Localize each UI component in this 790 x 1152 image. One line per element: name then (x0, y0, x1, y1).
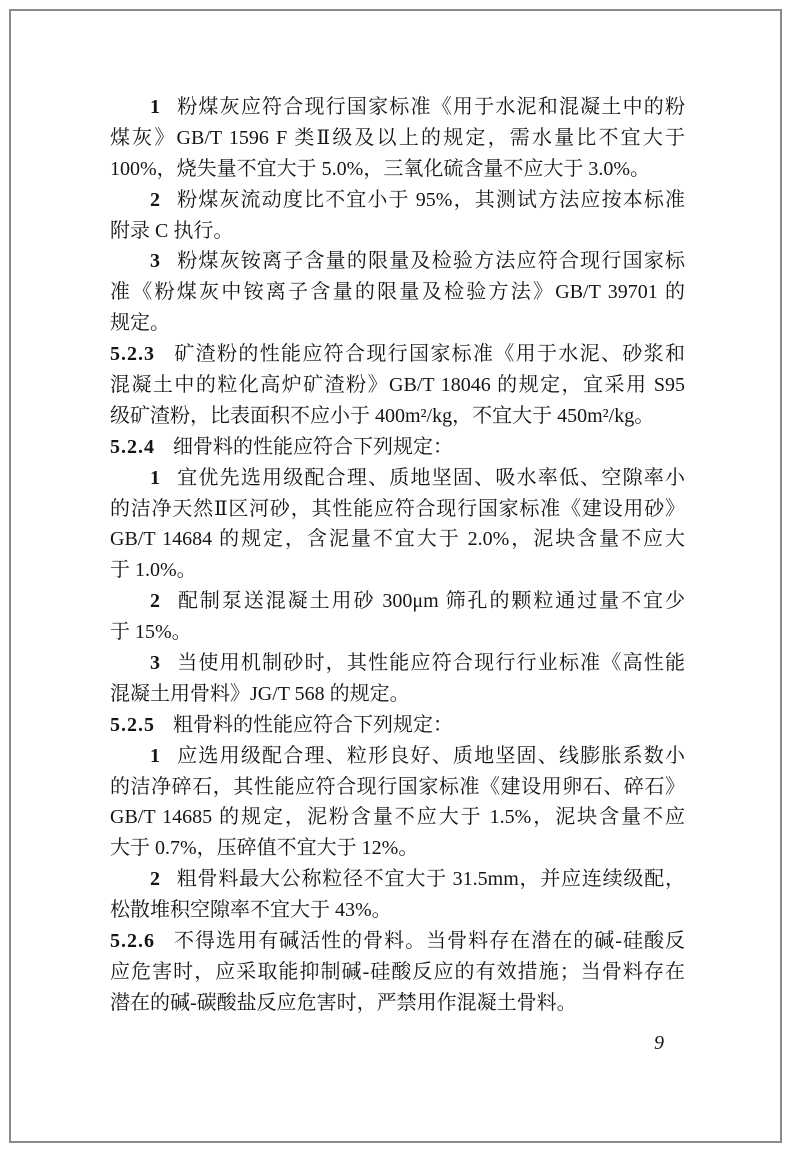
line-text: 配制泵送混凝土用砂 300μm 筛孔的颗粒通过量不宜少 (176, 590, 685, 613)
item-number: 2 (150, 188, 160, 211)
item-number: 3 (150, 652, 160, 675)
line-text: 宜优先选用级配合理、质地坚固、吸水率低、空隙率小 (176, 466, 685, 489)
text-line (110, 494, 685, 525)
page-number: 9 (654, 1032, 664, 1054)
item-number: 1 (150, 744, 160, 767)
text-line (110, 617, 685, 648)
line-text: 附录 C 执行。 (110, 219, 234, 242)
list-item (110, 864, 685, 926)
line-text: 当使用机制砂时，其性能应符合现行行业标准《高性能 (176, 652, 685, 675)
line-text: 潜在的碱-碳酸盐反应危害时，严禁用作混凝土骨料。 (110, 991, 577, 1014)
line-text: 粉煤灰流动度比不宜小于 95%，其测试方法应按本标准 (176, 188, 685, 211)
text-line (110, 895, 685, 926)
item-number: 2 (150, 590, 160, 613)
list-item (110, 246, 685, 339)
text-line (110, 802, 685, 833)
item-number: 1 (150, 96, 160, 118)
line-text: 粉煤灰应符合现行国家标准《用于水泥和混凝土中的粉 (176, 96, 685, 118)
text-line (110, 339, 685, 370)
line-text: 大于 0.7%，压碎值不宜大于 12%。 (110, 837, 419, 860)
text-line (110, 524, 685, 555)
clause-number: 5.2.4 (110, 435, 155, 458)
line-text: 细骨料的性能应符合下列规定： (173, 435, 453, 458)
item-number: 3 (150, 250, 160, 273)
line-text: 粗骨料最大公称粒径不宜大于 31.5mm，并应连续级配， (176, 868, 685, 891)
line-text: 100%，烧失量不宜大于 5.0%，三氧化硫含量不应大于 3.0%。 (110, 157, 650, 180)
text-line (110, 92, 685, 123)
line-text: 应选用级配合理、粒形良好、质地坚固、线膨胀系数小 (176, 744, 685, 767)
list-item (110, 648, 685, 710)
text-line (110, 957, 685, 988)
list-item (110, 586, 685, 648)
line-text: 级矿渣粉，比表面积不应小于 400m²/kg，不宜大于 450m²/kg。 (110, 404, 655, 427)
clause-number: 5.2.5 (110, 713, 155, 736)
text-line (110, 679, 685, 710)
line-text: 准《粉煤灰中铵离子含量的限量及检验方法》GB/T 39701 的 (110, 281, 685, 304)
list-item (110, 185, 685, 247)
text-line (110, 988, 685, 1019)
text-line (110, 370, 685, 401)
text-line (110, 586, 685, 617)
text-line (110, 864, 685, 895)
line-text: 粉煤灰铵离子含量的限量及检验方法应符合现行国家标 (176, 250, 685, 273)
text-line (110, 741, 685, 772)
line-text: 不得选用有碱活性的骨料。当骨料存在潜在的碱-硅酸反 (173, 930, 685, 953)
text-line (110, 246, 685, 277)
text-line (110, 772, 685, 803)
line-text: 于 15%。 (110, 621, 192, 644)
text-line (110, 555, 685, 586)
line-text: 煤灰》GB/T 1596 F 类Ⅱ级及以上的规定，需水量比不宜大于 (110, 126, 685, 149)
text-line (110, 432, 685, 463)
item-number: 2 (150, 868, 160, 891)
line-text: GB/T 14684 的规定，含泥量不宜大于 2.0%，泥块含量不应大 (110, 528, 685, 551)
line-text: 混凝土中的粒化高炉矿渣粉》GB/T 18046 的规定，宜采用 S95 (110, 374, 685, 397)
text-line (110, 926, 685, 957)
clause (110, 432, 685, 463)
text-line (110, 710, 685, 741)
text-line (110, 401, 685, 432)
clause (110, 710, 685, 741)
clause (110, 339, 685, 432)
line-text: 于 1.0%。 (110, 559, 197, 582)
clause (110, 926, 685, 1019)
text-line (110, 277, 685, 308)
list-item (110, 92, 685, 185)
clause-number: 5.2.3 (110, 343, 155, 366)
text-line (110, 463, 685, 494)
text-line (110, 185, 685, 216)
text-line (110, 154, 685, 185)
text-line (110, 123, 685, 154)
text-line (110, 833, 685, 864)
document-text-body (110, 92, 685, 1019)
line-text: 混凝土用骨料》JG/T 568 的规定。 (110, 682, 410, 705)
line-text: 应危害时，应采取能抑制碱-硅酸反应的有效措施；当骨料存在 (110, 960, 685, 983)
text-line (110, 308, 685, 339)
line-text: 的洁净天然Ⅱ区河砂，其性能应符合现行国家标准《建设用砂》 (110, 497, 685, 520)
list-item (110, 463, 685, 587)
line-text: GB/T 14685 的规定，泥粉含量不应大于 1.5%，泥块含量不应 (110, 806, 685, 829)
line-text: 粗骨料的性能应符合下列规定： (173, 713, 453, 736)
text-line (110, 216, 685, 247)
line-text: 的洁净碎石，其性能应符合现行国家标准《建设用卵石、碎石》 (110, 775, 685, 798)
item-number: 1 (150, 466, 160, 489)
line-text: 规定。 (110, 312, 170, 335)
line-text: 松散堆积空隙率不宜大于 43%。 (110, 899, 392, 922)
list-item (110, 741, 685, 865)
clause-number: 5.2.6 (110, 930, 155, 953)
line-text: 矿渣粉的性能应符合现行国家标准《用于水泥、砂浆和 (173, 343, 685, 366)
text-line (110, 648, 685, 679)
